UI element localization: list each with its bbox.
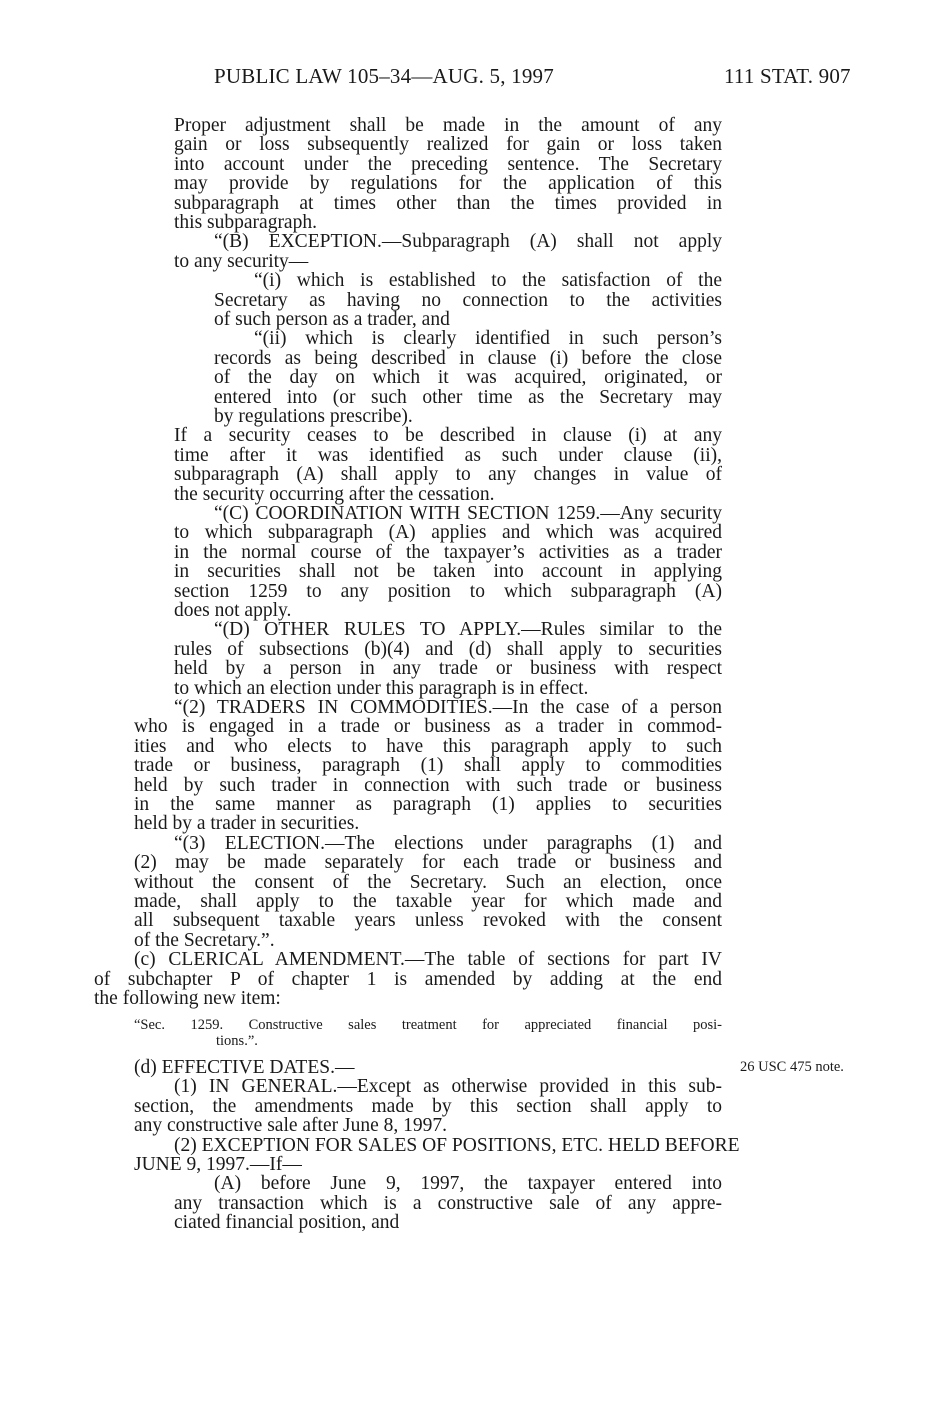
text-line: the following new item: — [94, 988, 281, 1009]
text-line: gain or loss subsequently realized for gain or loss taken — [174, 134, 722, 156]
text-line: of such person as a trader, and — [214, 309, 450, 330]
text-line: rules of subsections (b)(4) and (d) shall apply to securities — [174, 638, 722, 660]
text-line: ities and who elects to have this paragraph apply to such — [134, 735, 722, 757]
text-line: to any security— — [174, 250, 309, 272]
text-line: in securities shall not be taken into account in applying — [174, 561, 722, 583]
text-line: Secretary as having no connection to the activities — [214, 289, 722, 311]
text-line: time after it was identified as such under clause (ii), — [174, 444, 722, 466]
table-item-line: tions.”. — [216, 1033, 258, 1049]
margin-note: 26 USC 475 note. — [740, 1059, 844, 1075]
text-line: JUNE 9, 1997.—If— — [134, 1154, 302, 1175]
text-line: subparagraph (A) shall apply to any changes in value of — [174, 464, 722, 486]
text-line: does not apply. — [174, 600, 292, 621]
text-line: of the Secretary.”. — [134, 929, 275, 951]
text-line: to which an election under this paragraph is in effect. — [174, 677, 589, 699]
text-line: the security occurring after the cessation. — [174, 483, 495, 505]
text-line: (2) may be made separately for each trade or business and — [134, 852, 722, 874]
text-line: held by a trader in securities. — [134, 813, 360, 835]
text-line: section, the amendments made by this section shall apply to — [134, 1095, 722, 1117]
text-line: trade or business, paragraph (1) shall apply to commodities — [134, 755, 722, 777]
text-line: If a security ceases to be described in clause (i) at any — [174, 425, 722, 447]
text-line: to which subparagraph (A) applies and which was acquired — [174, 522, 722, 544]
text-line: made, shall apply to the taxable year for which made and — [134, 891, 722, 912]
text-line: (c) CLERICAL AMENDMENT.—The table of sections for part IV — [134, 949, 722, 971]
text-line: without the consent of the Secretary. Such an election, once — [134, 871, 722, 893]
text-line: this subparagraph. — [174, 212, 317, 233]
text-line: records as being described in clause (i) before the close — [214, 347, 722, 369]
text-line: “(B) EXCEPTION.—Subparagraph (A) shall not apply — [214, 231, 722, 253]
text-line: by regulations prescribe). — [214, 406, 413, 427]
text-line: of subchapter P of chapter 1 is amended by adding at the end — [94, 968, 722, 990]
table-item-line: “Sec. 1259. Constructive sales treatment for appreciated financial posi- — [134, 1017, 722, 1033]
text-line: any constructive sale after June 8, 1997. — [134, 1115, 447, 1137]
text-line: ciated financial position, and — [174, 1212, 400, 1234]
text-line: all subsequent taxable years unless revoked with the consent — [134, 910, 722, 932]
text-line: (2) EXCEPTION FOR SALES OF POSITIONS, ETC. HELD BEFORE — [174, 1134, 740, 1156]
text-line: into account under the preceding sentence. The Secretary — [174, 153, 722, 175]
text-line: entered into (or such other time as the Secretary may — [214, 386, 722, 408]
text-line: any transaction which is a constructive sale of any appre- — [174, 1192, 722, 1214]
text-line: (d) EFFECTIVE DATES.— — [134, 1057, 355, 1078]
text-line: “(ii) which is clearly identified in such person’s — [254, 328, 722, 350]
text-line: “(3) ELECTION.—The elections under paragraphs (1) and — [174, 832, 722, 854]
text-line: in the same manner as paragraph (1) applies to securities — [134, 794, 722, 815]
text-line: who is engaged in a trade or business as a trader in commod- — [134, 716, 722, 738]
text-line: “(i) which is established to the satisfaction of the — [254, 270, 722, 292]
text-line: “(2) TRADERS IN COMMODITIES.—In the case of a person — [174, 697, 722, 718]
text-line: “(D) OTHER RULES TO APPLY.—Rules similar to the — [214, 619, 722, 641]
text-line: subparagraph at times other than the times provided in — [174, 192, 722, 214]
text-line: in the normal course of the taxpayer’s activities as a trader — [174, 541, 722, 563]
text-line: section 1259 to any position to which subparagraph (A) — [174, 580, 722, 602]
text-line: of the day on which it was acquired, originated, or — [214, 367, 722, 389]
text-line: (A) before June 9, 1997, the taxpayer entered into — [214, 1173, 722, 1195]
text-line: held by such trader in connection with such trade or business — [134, 774, 722, 796]
text-line: (1) IN GENERAL.—Except as otherwise provided in this sub- — [174, 1076, 722, 1098]
text-line: may provide by regulations for the application of this — [174, 173, 722, 195]
page-number-stat: 111 STAT. 907 — [724, 64, 851, 88]
text-line: held by a person in any trade or business with respect — [174, 658, 722, 680]
running-header-title: PUBLIC LAW 105–34—AUG. 5, 1997 — [214, 64, 554, 88]
text-line: Proper adjustment shall be made in the amount of any — [174, 115, 722, 136]
text-line: “(C) COORDINATION WITH SECTION 1259.—Any security — [214, 503, 722, 524]
